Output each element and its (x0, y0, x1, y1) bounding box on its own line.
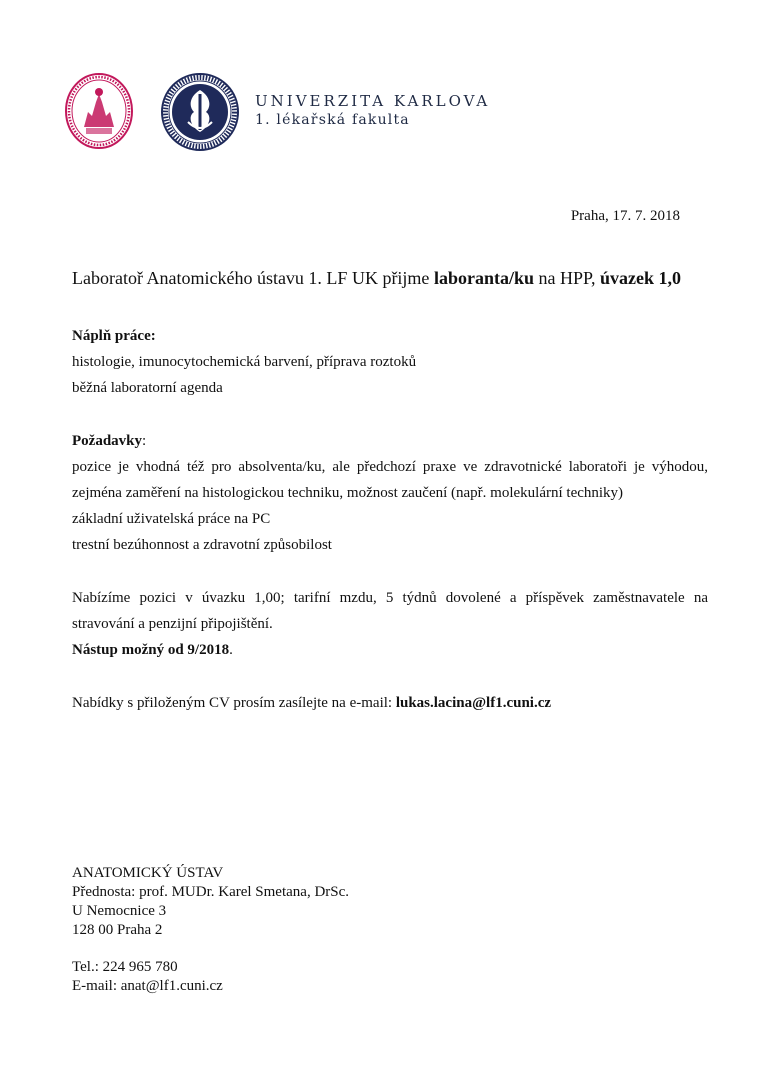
faculty-seal-blue-logo (160, 72, 240, 152)
requirements-item: pozice je vhodná též pro absolventa/ku, ale předchozí praxe ve zdravotnické laboratoři je výhodou, (72, 459, 708, 475)
footer-street: U Nemocnice 3 (72, 903, 167, 919)
duties-item: běžná laboratorní agenda (72, 380, 223, 396)
offer-section (72, 585, 708, 663)
university-name-block (255, 92, 490, 128)
duties-section (72, 323, 708, 401)
requirements-section (72, 428, 708, 558)
headline-workload: úvazek 1,0 (599, 268, 681, 288)
footer-institute: ANATOMICKÝ ÚSTAV (72, 865, 224, 881)
document-date: Praha, 17. 7. 2018 (570, 208, 680, 224)
headline-text-2: na HPP, (533, 268, 600, 288)
requirements-item: trestní bezúhonnost a zdravotní způsobilost (72, 537, 332, 553)
offer-line-2: stravování a penzijní připojištění. (72, 616, 273, 632)
duties-title: Náplň práce: (72, 328, 156, 344)
footer-address (72, 864, 349, 996)
requirements-title: Požadavky (72, 433, 143, 449)
footer-city: 128 00 Praha 2 (72, 922, 163, 938)
headline-text-1: Laboratoř Anatomického ústavu 1. LF UK přijme (72, 268, 434, 288)
requirements-item: základní uživatelská práce na PC (72, 511, 271, 527)
faculty-name: 1. lékařská fakulta (255, 112, 410, 128)
footer-phone: Tel.: 224 965 780 (72, 959, 178, 975)
duties-item: histologie, imunocytochemická barvení, příprava roztoků (72, 354, 417, 370)
contact-text: Nabídky s přiloženým CV prosím zasílejte na e-mail: (72, 695, 396, 711)
offer-line-1: Nabízíme pozici v úvazku 1,00; tarifní mzdu, 5 týdnů dovolené a příspěvek zaměstnavatele na (72, 590, 708, 606)
start-date-period: . (229, 642, 233, 658)
headline-position: laboranta/ku (433, 268, 534, 288)
job-headline (72, 268, 681, 289)
university-name: UNIVERZITA KARLOVA (255, 92, 491, 110)
university-seal-red-logo (64, 72, 134, 150)
requirements-item: zejména zaměření na histologickou techniku, možnost zaučení (např. molekulární techniky) (72, 485, 624, 501)
start-date: Nástup možný od 9/2018 (72, 642, 230, 658)
contact-section (72, 690, 708, 716)
contact-email-link[interactable]: lukas.lacina@lf1.cuni.cz (395, 695, 552, 711)
requirements-title-colon: : (142, 433, 147, 449)
footer-email[interactable]: E-mail: anat@lf1.cuni.cz (72, 978, 223, 994)
footer-head: Přednosta: prof. MUDr. Karel Smetana, DrSc. (72, 884, 350, 900)
